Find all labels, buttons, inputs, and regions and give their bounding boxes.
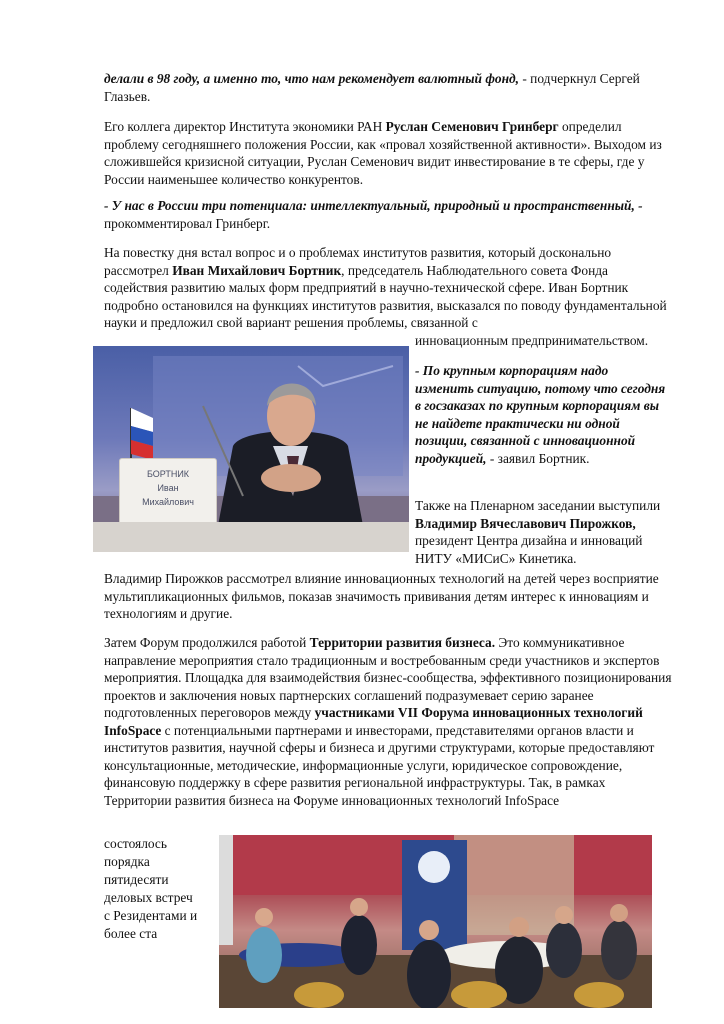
text-grinberg-body: определил проблему сегодняшнего положения России, как «провал хозяйственной активности». Выходом из сложившейся кризисной ситуации, Руслан Семенович видит инвестирование в те сферы, где у России наименьшее количество конкурентов. xyxy=(104,119,662,187)
text-wrap-line: состоялось xyxy=(104,836,167,851)
text-grinberg-intro: Его коллега директор Института экономики РАН xyxy=(104,119,386,134)
nameplate-firstname: Иван xyxy=(157,483,179,493)
paragraph-bortnik-quote xyxy=(415,362,670,467)
name-pirozhkov: Владимир Вячеславович Пирожков, xyxy=(415,515,636,531)
paragraph-grinberg-quote xyxy=(104,197,674,232)
text-bortnik-body: , председатель Наблюдательного совета Фонда содействия развитию малых форм предприятий в научно-технической сфере. Иван Бортник подробно остановился на функциях институтов развития, высказался по поводу фундаментальной науки и предложил свой вариант решения проблемы, связанной с xyxy=(104,262,667,330)
quote-bortnik: - По крупным корпорациям надо изменить ситуацию, потому что сегодня в госзаказах по крупным корпорациям вы не найдете практически ни одной позиции, связанной с инновационной продукцией, xyxy=(415,363,666,466)
text-pirozhkov-intro: Также на Пленарном заседании выступили xyxy=(415,498,661,513)
text-wrap-line: более ста xyxy=(104,926,158,941)
attribution-bortnik: - заявил Бортник. xyxy=(486,450,590,466)
paragraph-bortnik xyxy=(104,244,674,332)
paragraph-grinberg xyxy=(104,118,674,188)
paragraph-pirozhkov xyxy=(104,570,674,623)
text-pirozhkov-role: президент Центра дизайна и инноваций НИТУ «МИСиС» Кинетика. xyxy=(415,533,643,566)
text-wrap-line: пятидесяти xyxy=(104,872,169,887)
attribution-glaziev: - подчеркнул Сергей Глазьев. xyxy=(104,71,640,104)
text-wrap-line: с Резидентами и xyxy=(104,908,198,923)
quote-glaziev: делали в 98 году, а именно то, что нам рекомендует валютный фонд, xyxy=(104,71,520,86)
text-territory-end: с потенциальными партнерами и инвесторами, представителями органов власти и институтов развития, научной сферы и бизнеса и другими структурами, которые предоставляют консультационные, методические, информационные услуги, юридическое сопровождение, финансовую поддержку в сфере развития региональной инфраструктуры. Так, в рамках Территории развития бизнеса на Форуме инновационных технологий InfoSpace xyxy=(104,722,655,808)
photo-meetings-illustration xyxy=(219,835,652,1008)
nameplate-surname: БОРТНИК xyxy=(146,469,190,479)
text-bortnik-last-line: инновационным предпринимательством. xyxy=(415,333,649,348)
nameplate xyxy=(119,458,217,528)
quote-grinberg: - У нас в России три потенциала: интеллектуальный, природный и пространственный, - xyxy=(104,198,643,213)
text-territory-body: Это коммуникативное направление мероприятия стало традиционным и востребованным среди участников и экспертов мероприятия. Площадка для взаимодействия бизнес-сообщества, эффективного позиционирования проектов и заключения новых партнерских соглашений подразумевает серию заранее подготовленных переговоров между xyxy=(104,635,672,720)
photo-bortnik xyxy=(93,346,409,552)
bold-forum-participants: участниками VII Форума инновационных технологий InfoSpace xyxy=(104,705,643,738)
name-bortnik: Иван Михайлович Бортник xyxy=(172,262,342,278)
bold-territory: Территории развития бизнеса. xyxy=(309,635,496,650)
paragraph-business-territory xyxy=(104,634,674,809)
nameplate-patronymic: Михайлович xyxy=(142,497,194,507)
text-territory-intro: Затем Форум продолжился работой xyxy=(104,635,310,650)
paragraph-glaziev xyxy=(104,70,674,105)
paragraph-pirozhkov-side xyxy=(415,497,673,567)
text-bortnik-intro: На повестку дня встал вопрос и о проблемах институтов развития, который досконально рассмотрел xyxy=(104,245,612,278)
photo-table-edge xyxy=(93,522,409,552)
text-wrap-line: деловых встреч xyxy=(104,890,193,905)
name-grinberg: Руслан Семенович Гринберг xyxy=(385,119,559,134)
text-wrap-line: порядка xyxy=(104,854,150,869)
text-bortnik-end xyxy=(415,332,675,350)
photo-business-meetings xyxy=(219,835,652,1008)
text-pirozhkov-body: Владимир Пирожков рассмотрел влияние инновационных технологий на детей через восприятие мультипликационных фильмов, показав значимость прививания детям интерес к инновациям и технологиям и другие. xyxy=(104,571,659,621)
attribution-grinberg: прокомментировал Гринберг. xyxy=(104,215,271,231)
